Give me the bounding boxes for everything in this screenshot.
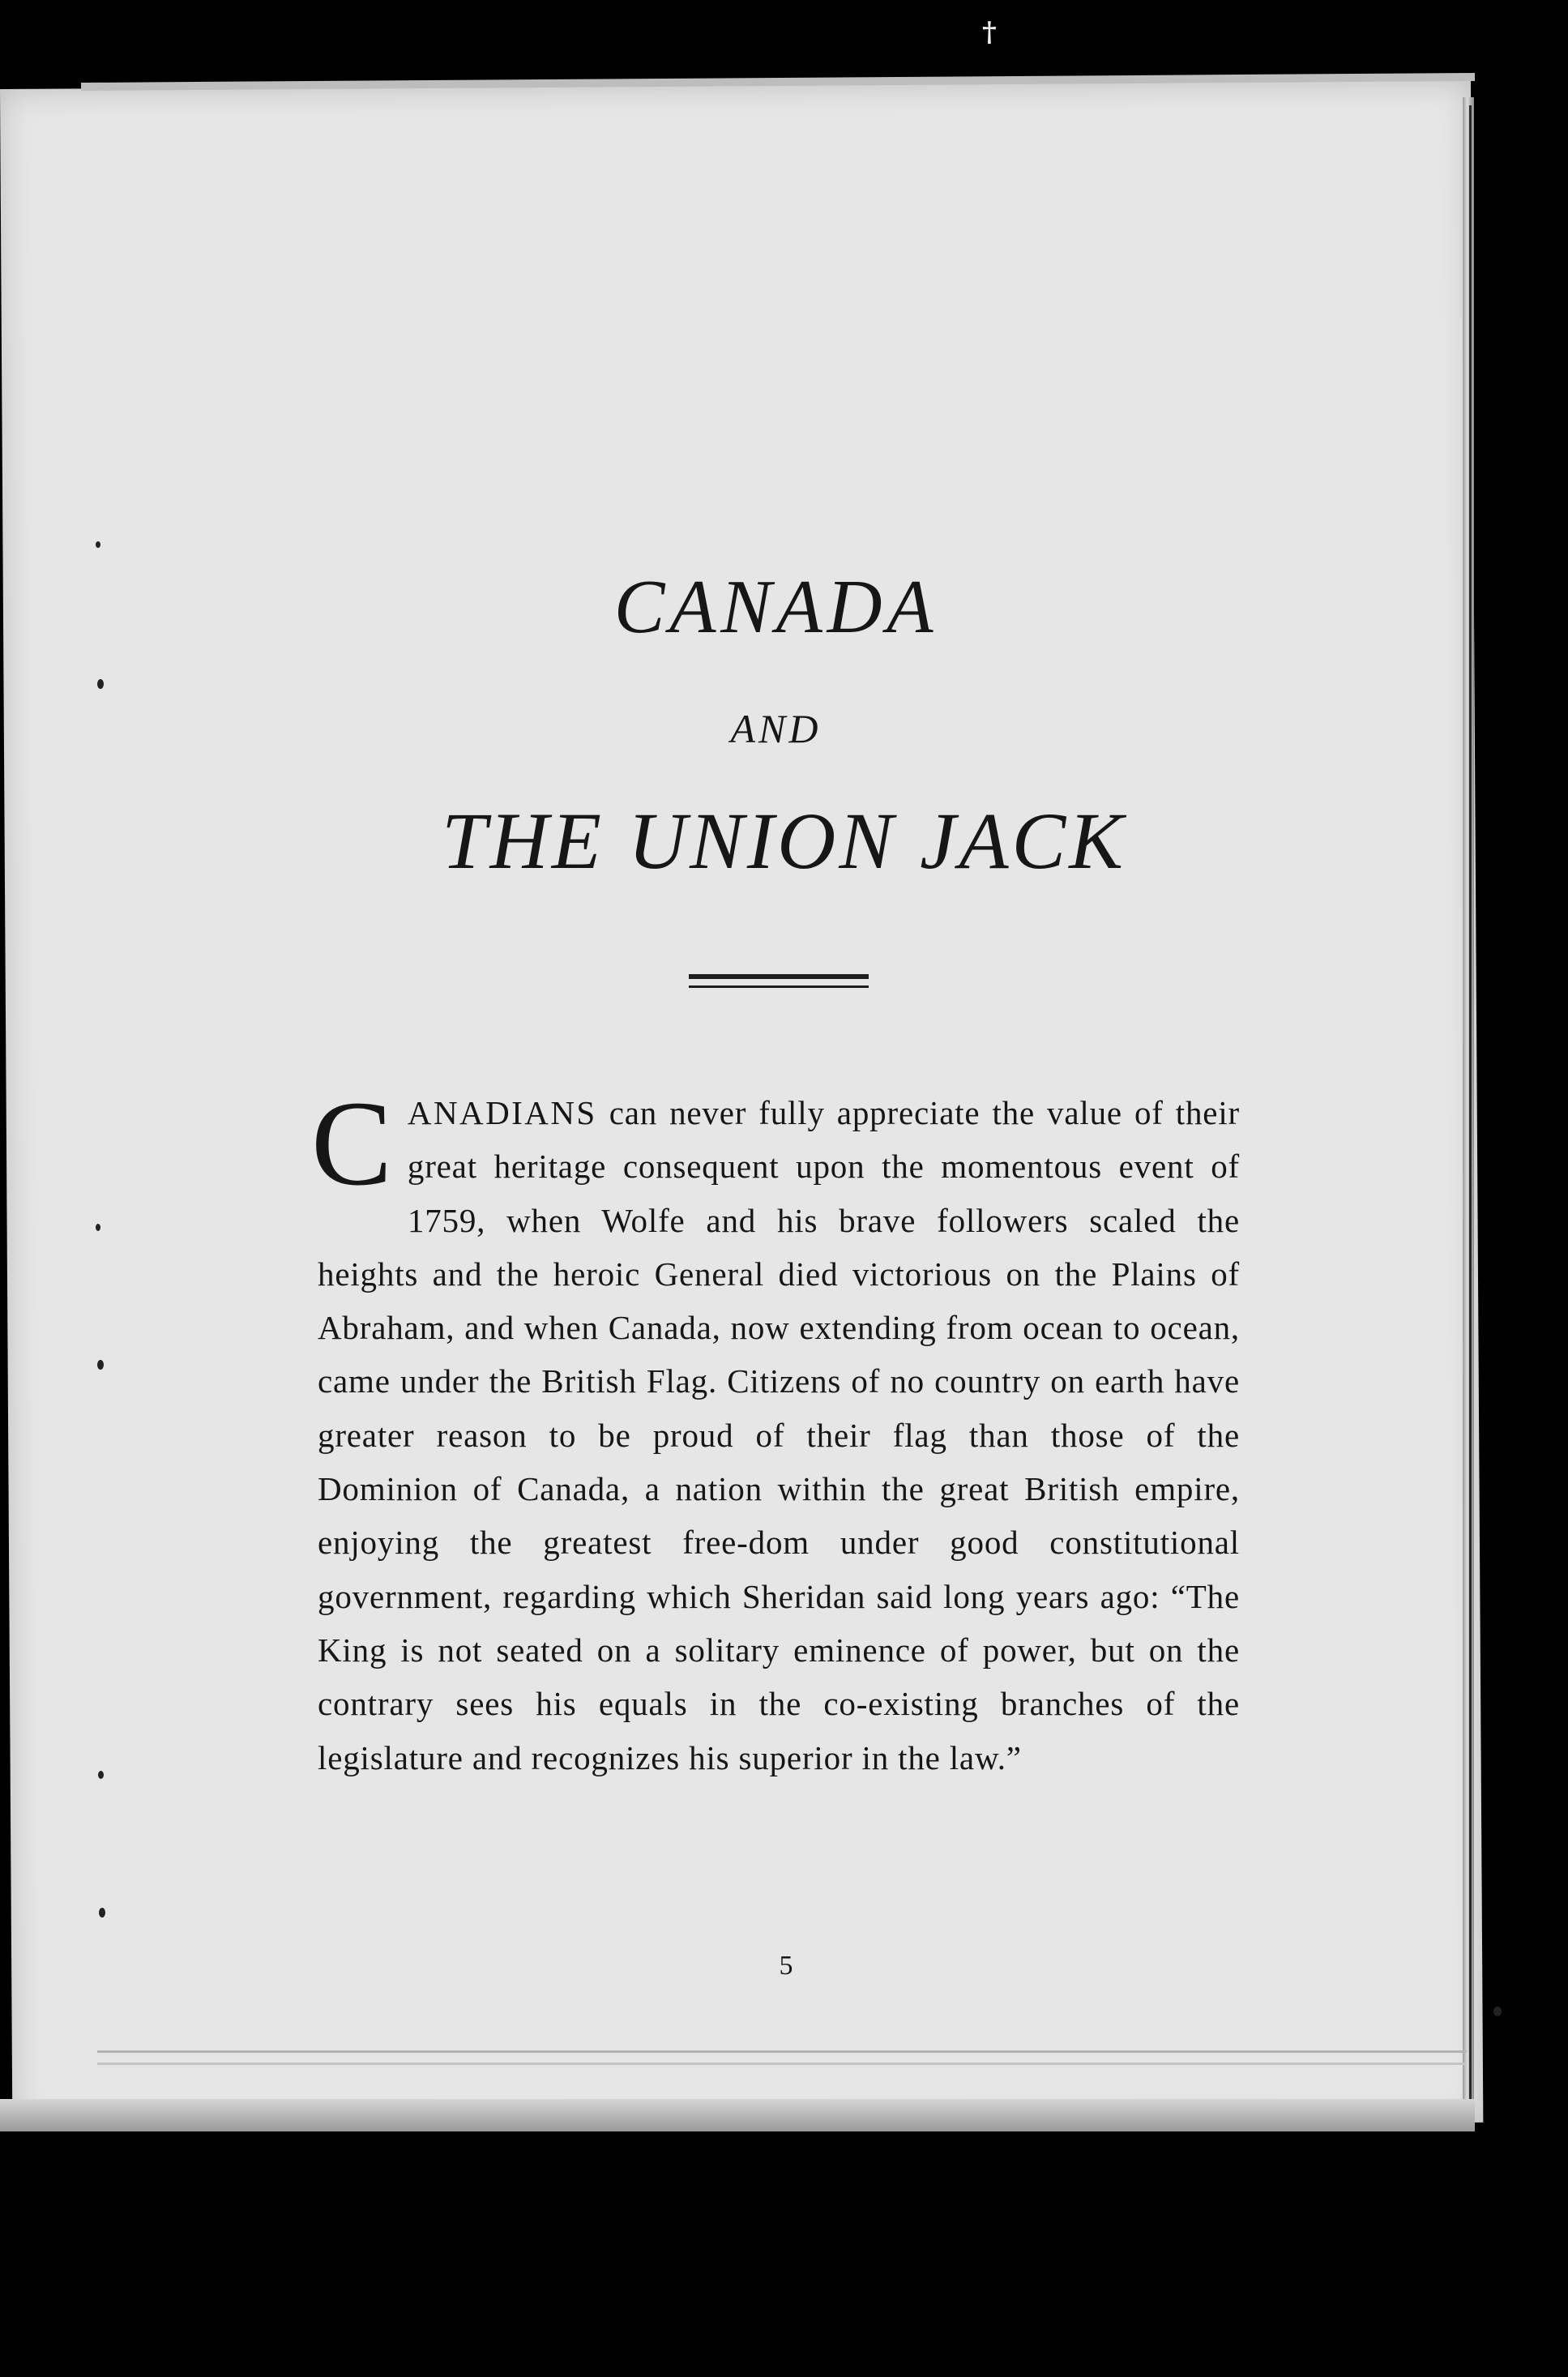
title-double-rule-thin xyxy=(689,985,869,988)
paragraph-text: can never fully appreciate the value of their great heritage consequent upon the momentous event of 1759, when Wolfe and his brave followers scaled the heights and the heroic General died victorious on the Plains of Abraham, and when Canada, now extending from ocean to ocean, came under the British Flag. Citizens of no country on earth have greater reason to be proud of their flag than those of the Dominion of Canada, a nation within the great British empire, enjoying the greatest free-dom under good constitutional government, regarding which Sheridan said long years ago: “The King is not seated on a solitary eminence of power, but on the contrary sees his equals in the co-existing branches of the legislature and recognizes his superior in the law.” xyxy=(318,1094,1240,1776)
body-paragraph xyxy=(311,1076,1240,1785)
page-number: 5 xyxy=(779,1951,793,1981)
title-double-rule-thick xyxy=(689,974,869,979)
scan-mark-icon: † xyxy=(982,16,997,49)
title-union-jack: THE UNION JACK xyxy=(442,796,1126,886)
title-and: AND xyxy=(730,706,822,751)
drop-cap: C xyxy=(311,1076,393,1211)
lead-word: ANADIANS xyxy=(407,1094,597,1131)
title-canada: CANADA xyxy=(613,565,938,649)
